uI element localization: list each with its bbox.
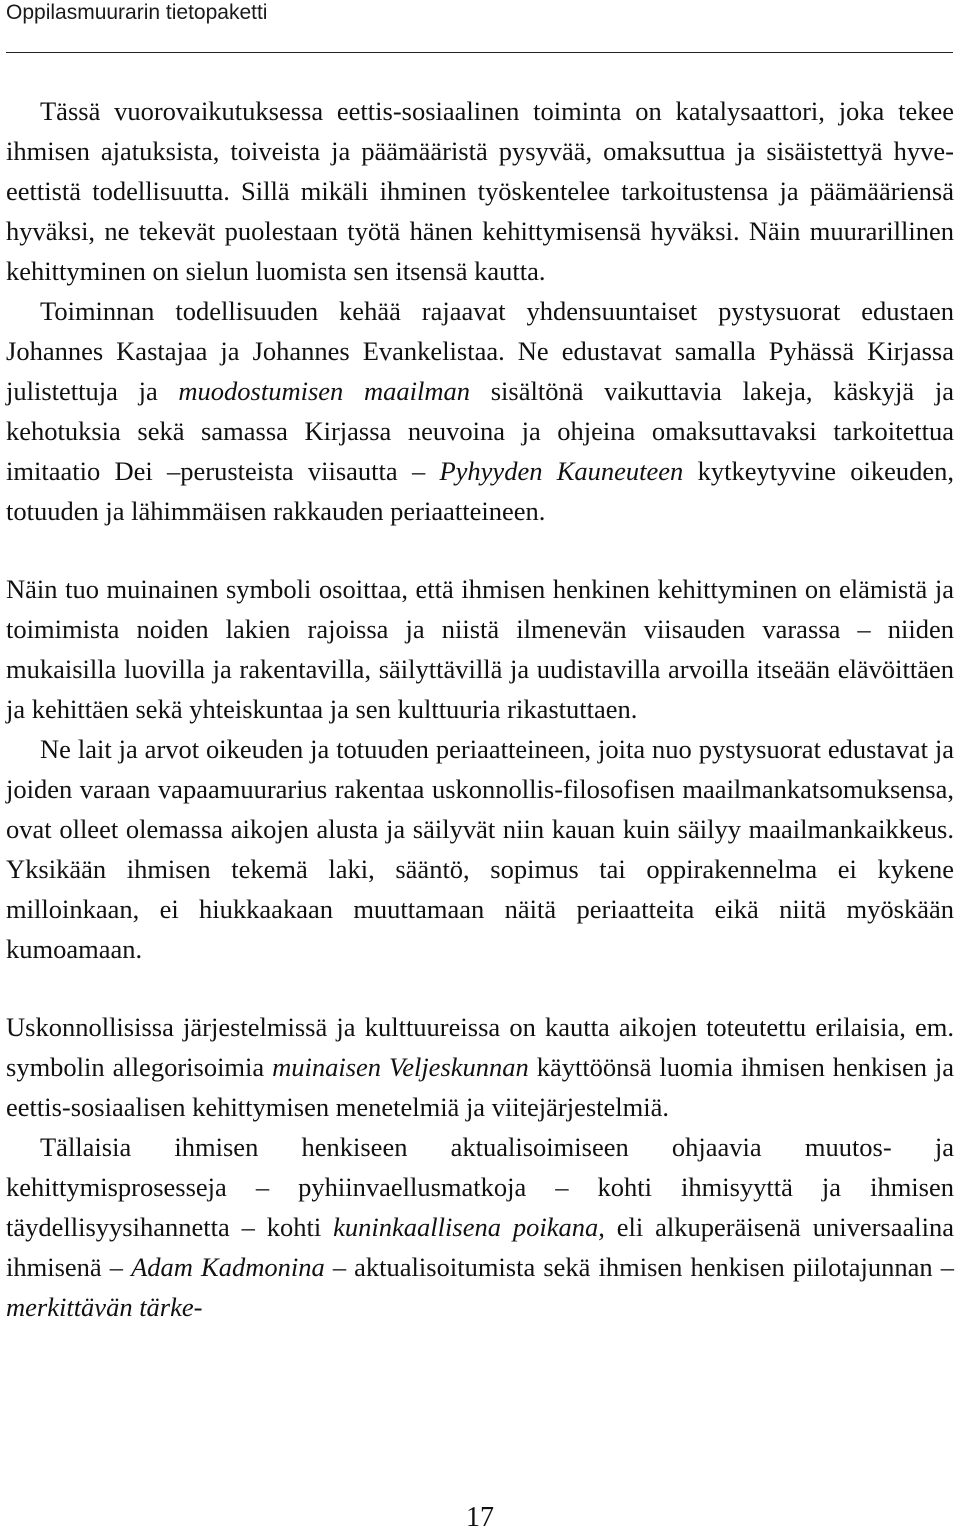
paragraph-4: Ne lait ja arvot oikeuden ja totuuden periaatteineen, joita nuo pystysuorat edustavat ja joiden varaan vapaamuurarius rakentaa uskonnollis-filosofisen maailmankatsomuksensa, ovat olleet olemassa aikojen alusta ja säilyvät niin kauan kuin säilyy maailmankaikkeus. Yksikään ihmisen tekemä laki, sääntö, sopimus tai oppirakennelma ei kykene milloinkaan, ei hiukkaakaan muuttamaan näitä periaatteita eikä niitä myöskään kumoamaan.: [6, 734, 954, 964]
paragraph-3: Näin tuo muinainen symboli osoittaa, että ihmisen henkinen kehittyminen on elämistä ja toimimista noiden lakien rajoissa ja niistä ilmenevän viisauden varassa – niiden mukaisilla luovilla ja rakentavilla, säilyttävillä ja uudistavilla arvoilla itseään elävöittäen ja kehittäen sekä yhteiskuntaa ja sen kulttuuria rikastuttaen.: [6, 574, 954, 724]
paragraph-5-text-c: käyttöönsä luomia ihmisen henkisen ja eettis-sosiaalisen kehittymisen menetelmiä ja viitejärjestelmiä.: [6, 1052, 955, 1122]
paragraph-2-italic-b: muodostumisen maailman: [178, 376, 471, 406]
paragraph-5: [6, 1007, 954, 1127]
page-number: 17: [466, 1502, 494, 1533]
page-body: [6, 91, 954, 1327]
running-header: Oppilasmuurarin tietopaketti: [6, 1, 268, 24]
paragraph-6-italic-b: kuninkaallisena poikana,: [333, 1212, 605, 1242]
paragraph-6-text-a: Tällaisia ihmisen henkiseen aktualisoimiseen ohjaavia muutos- ja kehittymisprosesseja – pyhiinvaellusmatkoja – kohti ihmisyyttä ja ihmisen täydellisyysihannetta – kohti: [6, 1132, 954, 1242]
paragraph-2-text-a: Toiminnan todellisuuden kehää rajaavat yhdensuuntaiset pystysuorat edustaen Johannes Kastajaa ja Johannes Evankelistaa. Ne edustavat samalla Pyhässä Kirjassa julistettuja ja: [6, 296, 954, 406]
paragraph-6-italic-f: merkittävän tärke-: [6, 1292, 203, 1322]
paragraph-6-italic-d: Adam Kadmonina: [131, 1252, 325, 1282]
paragraph-2-italic-d: Pyhyyden Kauneuteen: [439, 456, 684, 486]
paragraph-6-text-e: – aktualisoitumista sekä ihmisen henkisen piilotajunnan –: [324, 1252, 954, 1282]
paragraph-6-text-c: eli alkuperäisenä universaalina ihmisenä –: [6, 1212, 954, 1282]
paragraph-5-text-a: Uskonnollisissa järjestelmissä ja kulttuureissa on kautta aikojen toteutettu erilaisia, em. symbolin allegorisoimia: [6, 1012, 954, 1082]
paragraph-1: Tässä vuorovaikutuksessa eettis-sosiaalinen toiminta on katalysaattori, joka tekee ihmisen ajatuksista, toiveista ja päämääristä pysyvää, omaksuttua ja sisäistettyä hyve-eettistä todellisuutta. Sillä mikäli ihminen työskentelee tarkoitustensa ja päämääriensä hyväksi, ne tekevät puolestaan työtä hänen kehittymisensä hyväksi. Näin muurarillinen kehittyminen on sielun luomista sen itsensä kautta.: [6, 96, 954, 286]
header-rule: [6, 52, 953, 53]
paragraph-2-text-e: kytkeytyvine oikeuden, totuuden ja lähimmäisen rakkauden periaatteineen.: [6, 456, 954, 526]
paragraph-2: [6, 291, 954, 531]
paragraph-2-text-c: sisältönä vaikuttavia lakeja, käskyjä ja kehotuksia sekä samassa Kirjassa neuvoina ja ohjeina omaksuttavaksi tarkoitettua imitaatio Dei –perusteista viisautta –: [6, 376, 955, 486]
paragraph-6: [6, 1127, 954, 1327]
paragraph-5-italic-b: muinaisen Veljeskunnan: [272, 1052, 529, 1082]
